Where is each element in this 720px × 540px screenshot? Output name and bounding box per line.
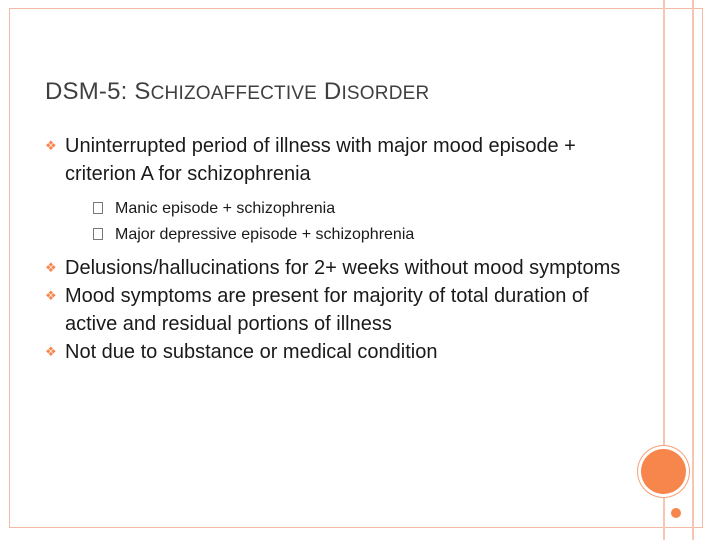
bullet-item <box>45 254 645 282</box>
sub-bullet-item <box>45 196 645 222</box>
diamond-bullet-icon: ❖ <box>45 138 57 153</box>
bullet-text: Delusions/hallucinations for 2+ weeks without mood symptoms <box>65 257 621 279</box>
sub-bullet-text: Manic episode + schizophrenia <box>115 200 336 217</box>
bullet-list <box>45 132 645 366</box>
title-part2-rest: ISORDER <box>341 83 430 104</box>
diamond-bullet-icon: ❖ <box>45 288 57 303</box>
bullet-text: Not due to substance or medical condition <box>65 341 438 363</box>
title-part1-rest: CHIZOAFFECTIVE <box>150 83 318 104</box>
decorative-circle-small <box>671 508 681 518</box>
bullet-text: Mood symptoms are present for majority of total duration of active and residual portions of illness <box>65 285 589 335</box>
sub-bullet-text: Major depressive episode + schizophrenia <box>115 226 415 243</box>
title-part1-cap: DSM-5: S <box>45 78 151 105</box>
decorative-line-2 <box>692 0 694 540</box>
box-bullet-icon <box>93 228 103 240</box>
bullet-item <box>45 132 645 188</box>
bullet-text: Uninterrupted period of illness with major mood episode + criterion A for schizophrenia <box>65 135 576 185</box>
diamond-bullet-icon: ❖ <box>45 260 57 275</box>
bullet-item <box>45 338 645 366</box>
bullet-item <box>45 282 645 338</box>
diamond-bullet-icon: ❖ <box>45 344 57 359</box>
title-part2-cap: D <box>317 78 342 105</box>
decorative-circle-large <box>641 449 686 494</box>
box-bullet-icon <box>93 202 103 214</box>
sub-bullet-item <box>45 222 645 248</box>
slide-title <box>45 78 429 106</box>
